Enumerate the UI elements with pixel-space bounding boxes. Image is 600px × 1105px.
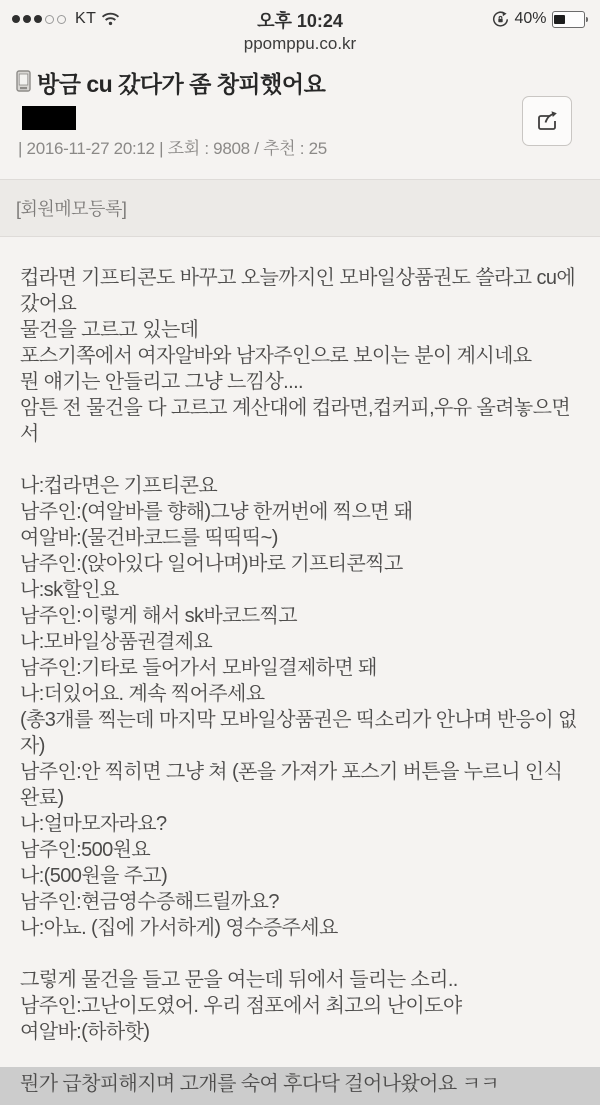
body-line: 남주인:현금영수증해드릴까요? [20,891,279,913]
body-line: (총3개를 찍는데 마지막 모바일상품권은 띡소리가 안나며 반응이 없자) [20,709,577,757]
body-line: 남주인:안 찍히면 그냥 쳐 (폰을 가져가 포스기 버튼을 누르니 인식완료) [20,761,563,809]
status-bar-left [12,10,120,28]
signal-dot [45,15,54,24]
status-bar-right [492,10,588,28]
body-line: 뭔 얘기는 안들리고 그냥 느낌상.... [20,371,304,393]
mobile-post-icon [16,70,31,97]
battery-percent-label: 40% [514,10,547,27]
body-line: 컵라면 기프티콘도 바꾸고 오늘까지인 모바일상품권도 쓸라고 cu에 갔어요 [20,267,576,315]
rotation-lock-icon [492,11,509,28]
post-title: 방금 cu 갔다가 좀 창피했어요 [37,71,326,97]
address-bar[interactable]: ppomppu.co.kr [243,34,357,53]
author-name-redacted [22,106,76,130]
status-bar [0,0,600,32]
signal-dot [34,15,42,23]
share-button[interactable] [522,96,572,146]
status-bar-clock: 오후 10:24 [257,11,343,31]
share-icon [533,107,561,135]
body-line: 남주인:고난이도였어. 우리 점포에서 최고의 난이도야 [20,995,462,1017]
body-line [20,1045,580,1071]
body-line: 남주인:(여알바를 향해)그냥 한꺼번에 찍으면 돼 [20,501,413,523]
post-meta: | 2016-11-27 20:12 | 조회 : 9808 / 추천 : 25 [18,139,327,158]
battery-icon [552,11,589,28]
body-line: 나:컵라면은 기프티콘요 [20,475,218,497]
signal-dot [23,15,31,23]
cell-signal-icon [12,15,66,24]
post-title-row [16,66,584,99]
body-line: 여알바:(하하핫) [20,1021,150,1043]
body-line: 나:더있어요. 계속 찍어주세요 [20,683,265,705]
carrier-label: KT [75,10,97,27]
body-line: 나:sk할인요 [20,579,119,601]
body-line: 남주인:기타로 들어가서 모바일결제하면 돼 [20,657,377,679]
body-line: 나:아뇨. (집에 가서하게) 영수증주세요 [20,917,338,939]
body-line [20,447,580,473]
body-line: 그렇게 물건을 들고 문을 여는데 뒤에서 들리는 소리.. [20,969,458,991]
body-line: 남주인:500원요 [20,839,151,861]
body-line: 뭔가 급창피해지며 고개를 숙여 후다닥 걸어나왔어요 ㅋㅋ [20,1073,500,1095]
body-line: 남주인:이렇게 해서 sk바코드찍고 [20,605,298,627]
member-memo-register-link[interactable]: [회원메모등록] [0,179,600,237]
post-header [0,60,600,159]
post-body [0,237,600,1105]
body-line: 여알바:(물건바코드를 띡띡띡~) [20,527,278,549]
body-line: 나:모바일상품권결제요 [20,631,213,653]
body-line: 물건을 고르고 있는데 [20,319,199,341]
body-line: 암튼 전 물건을 다 고르고 계산대에 컵라면,컵커피,우유 올려놓으면서 [20,397,571,445]
body-line: 남주인:(앉아있다 일어나며)바로 기프티콘찍고 [20,553,403,575]
signal-dot [12,15,20,23]
body-line: 나:얼마모자라요? [20,813,167,835]
wifi-icon [101,12,120,26]
signal-dot [57,15,66,24]
body-line [20,941,580,967]
body-line: 나:(500원을 주고) [20,865,168,887]
body-line: 포스기쪽에서 여자알바와 남자주인으로 보이는 분이 계시네요 [20,345,532,367]
